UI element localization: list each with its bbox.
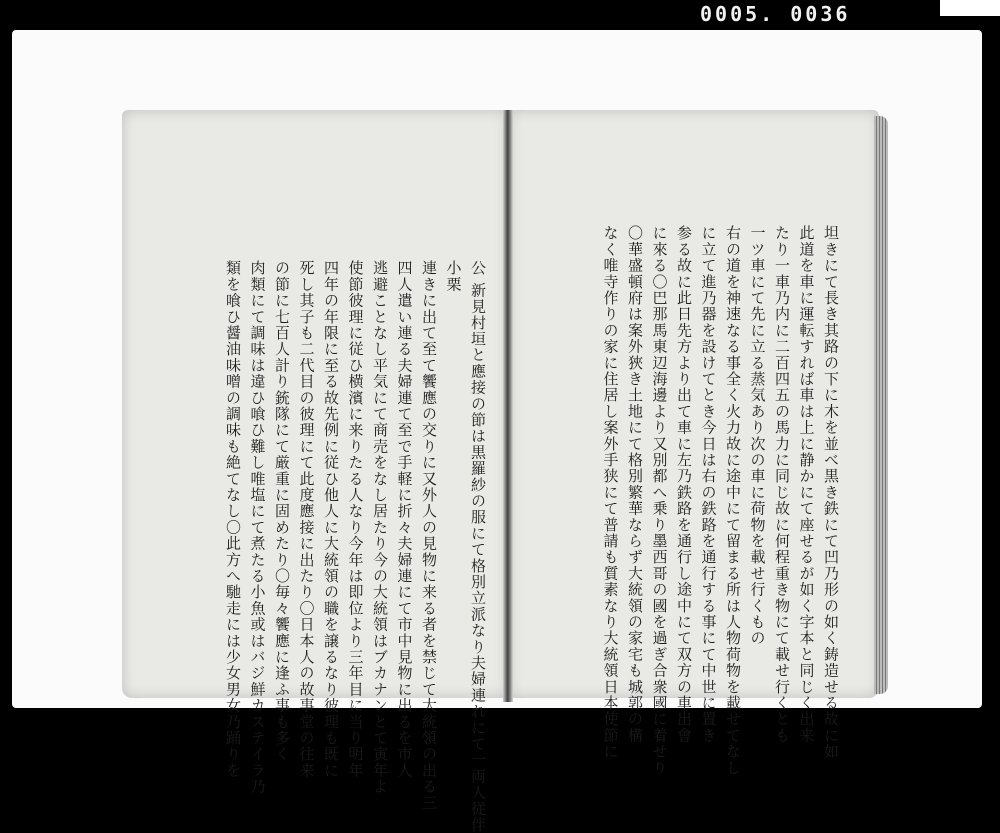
left-page [122, 110, 508, 833]
left-page-text [221, 260, 491, 833]
right-page [509, 110, 879, 776]
text-line: に來る〇巴那馬東辺海邊より又別都へ乗り墨西哥の國を過ぎ合衆國に着せり [650, 225, 669, 776]
text-line: 四年の年限に至る故先例に従ひ他人に大統領の職を譲るなり彼理も既に [322, 260, 340, 779]
right-page-text [598, 225, 843, 776]
text-line: 死し其子も二代目の彼理にて此度應接に出たり〇日本人の故事堂の往来 [297, 260, 316, 779]
text-line: 坦きにて長き其路の下に木を並べ黒き鉄にて凹乃形の如く鋳造せる故に如 [822, 225, 840, 760]
page-edges [874, 116, 888, 694]
text-line: たり一車乃内に二百四五の馬力に同じ故に何程重き物にて載せ行くとも [773, 225, 791, 744]
text-line: 〇華盛頓府は案外狹き土地にて格別繁華ならず大統領の家宅も城郭の構 [626, 225, 644, 744]
text-line: 公 新見村垣と應接の節は黒羅紗の服にて格別立派なり夫婦連れにて一両人従伴 [469, 260, 487, 833]
text-line: 此道を車に運転すれば車は上に静かにて座せるが如く字本と同じく出来 [797, 225, 816, 744]
film-edge-marker [940, 0, 1000, 16]
text-line: 使節彼理に従ひ横濱に来りたる人なり今年は即位より三年目に当り明年 [346, 260, 365, 779]
text-line: 類を喰ひ醤油味噌の調味も絶てなし〇此方へ馳走には少女男女乃踊りを [224, 260, 242, 779]
scan-mount [12, 30, 982, 833]
text-line: 一ツ車にて先に立る蒸気あり次の車に荷物を載せ行くもの [748, 225, 767, 647]
open-book [122, 110, 892, 833]
text-line: 肉類にて調味は違ひ喰ひ難し唯塩にて煮たる小魚或はバジ鮮カステイラ乃 [248, 260, 267, 795]
text-line: に立て進乃器を設けてとき今日は右の鉄路を通行する事にて中世に置き [699, 225, 718, 744]
microfilm-frame-number: 0005. 0036 [700, 2, 851, 26]
text-line: 連きに出て至て饗應の交りに又外人の見物に来る者を禁じて大統領の出る三 [420, 260, 438, 811]
text-line: 参る故に此日先方より出て車に左乃鉄路を通行し途中にて双方の車出會 [675, 225, 693, 744]
text-line: の節に七百人計り銃隊にて厳重に固めたり〇毎々饗應に逢ふ事も多く [273, 260, 291, 763]
book-gutter [503, 110, 513, 702]
text-line: 小栗 [444, 260, 463, 293]
text-line: 逃避ことなし平気にて商売をなし居たり今の大統領はブカナンとて寅年よ [371, 260, 389, 795]
text-line: 四人遣い連る夫婦連て至で手軽に折々夫婦連にて市中見物に出るを市人 [395, 260, 414, 779]
text-line: 右の道を神速なる事全く火力故に途中にて留まる所は人物荷物を載せてなし [724, 225, 742, 776]
text-line: なく唯寺作りの家に住居し案外手狭にて普請も質素なり大統領日本使節に [601, 225, 620, 760]
